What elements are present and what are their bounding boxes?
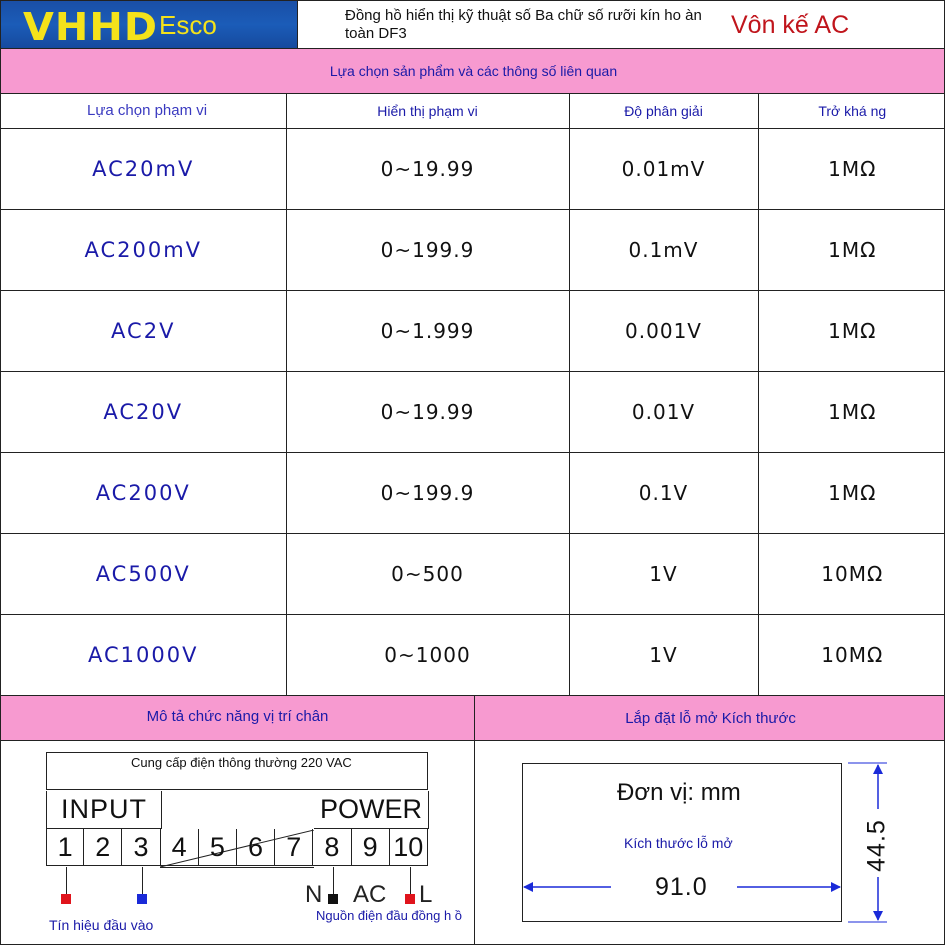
cell-range: AC20V [1, 372, 286, 453]
power-supply-label: Nguồn điện đầu đồng h ồ [316, 908, 463, 923]
cell-range: AC20mV [1, 129, 286, 210]
cell-impedance: 1MΩ [758, 291, 945, 372]
pin-1: 1 [46, 829, 84, 866]
power-label: POWER [314, 791, 429, 829]
pin-10: 10 [390, 829, 428, 866]
pin-section-title: Mô tả chức năng vị trí chân [1, 696, 475, 741]
live-label: L [419, 881, 433, 908]
cell-display: 0~19.99 [286, 372, 569, 453]
pin-6: 6 [237, 829, 275, 866]
cell-range: AC500V [1, 534, 286, 615]
col-display: Hiển thị phạm vi [286, 94, 569, 129]
cell-range: AC200mV [1, 210, 286, 291]
cell-impedance: 10MΩ [758, 534, 945, 615]
cell-impedance: 10MΩ [758, 615, 945, 696]
height-arrow [848, 763, 887, 922]
cell-display: 0~1.999 [286, 291, 569, 372]
spec-band: Lựa chọn sản phẩm và các thông số liên quan [1, 49, 945, 94]
cell-impedance: 1MΩ [758, 453, 945, 534]
dimension-arrows [1, 1, 945, 945]
neutral-label: N [305, 881, 323, 908]
cell-resolution: 0.1mV [569, 210, 758, 291]
cell-resolution: 0.001V [569, 291, 758, 372]
cell-impedance: 1MΩ [758, 210, 945, 291]
brand-sub: Esco [159, 10, 217, 40]
cell-display: 0~19.99 [286, 129, 569, 210]
width-dimension: 91.0 [655, 873, 708, 901]
height-dimension: 44.5 [862, 819, 891, 872]
pin-9: 9 [352, 829, 390, 866]
pin-7: 7 [275, 829, 313, 866]
cell-range: AC200V [1, 453, 286, 534]
col-range: Lựa chọn phạm vi [1, 94, 286, 129]
cutout-label: Kích thước lỗ mở [624, 835, 733, 851]
dim-section-title: Lắp đặt lỗ mở Kích thước [475, 696, 945, 741]
unit-label: Đơn vị: mm [617, 779, 741, 806]
pin-8: 8 [313, 829, 351, 866]
supply-note: Cung cấp điện thông thường 220 VAC [46, 752, 428, 790]
cell-display: 0~199.9 [286, 453, 569, 534]
cell-resolution: 0.01mV [569, 129, 758, 210]
brand-name: VHHD [23, 5, 158, 49]
cell-resolution: 1V [569, 534, 758, 615]
cell-range: AC2V [1, 291, 286, 372]
col-impedance: Trở khá ng [758, 94, 945, 129]
product-subtitle: Đồng hồ hiển thị kỹ thuật số Ba chữ số rưỡi kín ho àn toàn DF3 [345, 7, 702, 42]
input-label: INPUT [46, 791, 162, 829]
product-name: Vôn kế AC [731, 11, 850, 39]
cell-range: AC1000V [1, 615, 286, 696]
cell-resolution: 0.01V [569, 372, 758, 453]
cell-impedance: 1MΩ [758, 129, 945, 210]
cell-impedance: 1MΩ [758, 372, 945, 453]
cell-display: 0~199.9 [286, 210, 569, 291]
cell-resolution: 1V [569, 615, 758, 696]
pin-3: 3 [122, 829, 160, 866]
col-resolution: Độ phân giải [569, 94, 758, 129]
pin-4: 4 [161, 829, 199, 866]
cell-display: 0~500 [286, 534, 569, 615]
pin-2: 2 [84, 829, 122, 866]
signal-input-label: Tín hiệu đầu vào [49, 917, 154, 933]
ac-label: AC [353, 881, 387, 908]
pin-5: 5 [199, 829, 237, 866]
cell-resolution: 0.1V [569, 453, 758, 534]
cell-display: 0~1000 [286, 615, 569, 696]
